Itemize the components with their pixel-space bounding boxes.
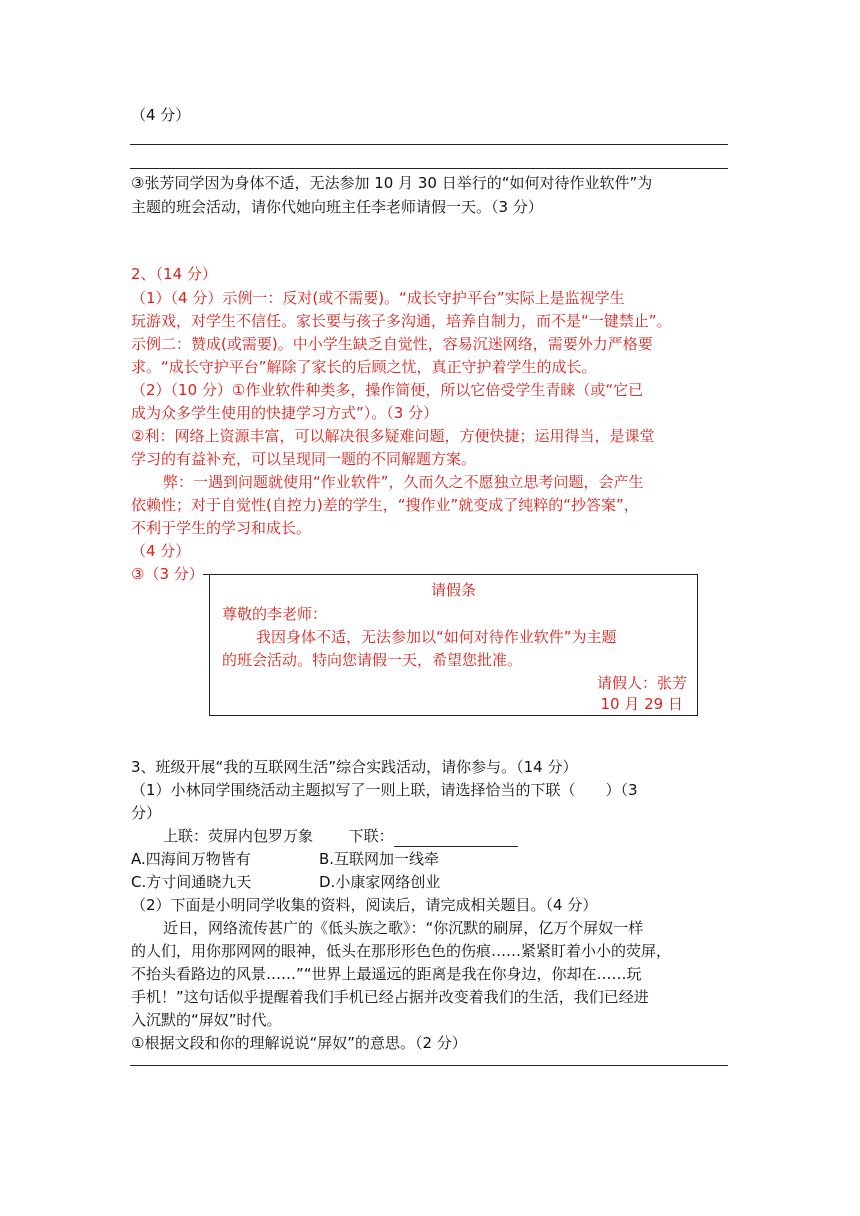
leave-note-body: 我因身体不适，无法参加以“如何对待作业软件”为主题 xyxy=(256,628,617,646)
answer-line xyxy=(130,144,728,145)
question-text: （2）下面是小明同学收集的资料，阅读后，请完成相关题目。（4 分） xyxy=(131,896,598,914)
answer-line xyxy=(130,168,728,169)
passage-text: 的人们，用你那网网的眼神，低头在那形形色色的伤痕……紧紧盯着小小的荧屏， xyxy=(131,942,672,960)
couplet-line xyxy=(163,825,518,847)
passage-text: 不抬头看路边的风景……”“世界上最遥远的距离是我在你身边，你却在……玩 xyxy=(131,965,642,983)
option-b: B.互联网加一线牵 xyxy=(319,850,440,868)
question-text: ①根据文段和你的理解说说“屏奴”的意思。（2 分） xyxy=(131,1034,467,1052)
answer-text: 求。“成长守护平台”解除了家长的后顾之忧，真正守护着学生的成长。 xyxy=(131,358,597,376)
passage-text: 入沉默的“屏奴”时代。 xyxy=(131,1011,282,1029)
option-d: D.小康家网络创业 xyxy=(319,873,441,891)
couplet-blank[interactable] xyxy=(394,830,518,847)
leave-note-date: 10 月 29 日 xyxy=(600,695,683,713)
answer-line xyxy=(130,1065,728,1066)
leave-note-salutation: 尊敬的李老师： xyxy=(222,605,328,623)
answer-text: 玩游戏，对学生不信任。家长要与孩子多沟通，培养自制力，而不是“一键禁止”。 xyxy=(131,312,672,330)
answer-text: 学习的有益补充，可以呈现同一题的不同解题方案。 xyxy=(131,450,477,468)
answer-text: 成为众多学生使用的快捷学习方式”）。（3 分） xyxy=(131,404,439,422)
answer-text: ③（3 分） xyxy=(131,565,204,583)
answer-text: （4 分） xyxy=(131,542,191,560)
question-header: 3、班级开展“我的互联网生活”综合实践活动，请你参与。（14 分） xyxy=(131,758,578,776)
leave-note-body: 的班会活动。特向您请假一天，希望您批准。 xyxy=(222,651,523,669)
option-c: C.方寸间通晓九天 xyxy=(131,873,252,891)
answer-text: 弊：一遇到问题就使用“作业软件”，久而久之不愿独立思考问题，会产生 xyxy=(163,473,644,491)
score-note: （4 分） xyxy=(131,106,191,124)
answer-header: 2、（14 分） xyxy=(131,265,217,283)
leave-note-box xyxy=(209,574,698,716)
question-text: ③张芳同学因为身体不适，无法参加 10 月 30 日举行的“如何对待作业软件”为 xyxy=(131,174,653,192)
couplet-lower-label: 下联： xyxy=(348,827,394,845)
answer-text: 依赖性；对于自觉性(自控力)差的学生，“搜作业”就变成了纯粹的“抄答案”， xyxy=(131,496,639,514)
answer-text: （1）（4 分）示例一：反对(或不需要)。“成长守护平台”实际上是监视学生 xyxy=(131,289,625,307)
answer-text: （2）（10 分）①作业软件种类多，操作简便，所以它倍受学生青睐（或“它已 xyxy=(131,381,644,399)
passage-text: 近日，网络流传甚广的《低头族之歌》：“你沉默的刷屏，亿万个屏奴一样 xyxy=(163,919,644,937)
leave-note-title: 请假条 xyxy=(430,581,476,599)
option-a: A.四海间万物皆有 xyxy=(131,850,251,868)
passage-text: 手机！”这句话似乎提醒着我们手机已经占据并改变着我们的生活，我们已经进 xyxy=(131,988,649,1006)
answer-text: 不利于学生的学习和成长。 xyxy=(131,519,312,537)
question-text: 分） xyxy=(131,804,162,822)
answer-text: ②利：网络上资源丰富，可以解决很多疑难问题，方便快捷；运用得当，是课堂 xyxy=(131,427,655,445)
answer-text: 示例二：赞成(或需要)。中小学生缺乏自觉性，容易沉迷网络，需要外力严格要 xyxy=(131,335,653,353)
question-text: 主题的班会活动，请你代她向班主任李老师请假一天。（3 分） xyxy=(131,198,543,216)
leave-note-signer: 请假人：张芳 xyxy=(596,674,687,692)
question-text: （1）小林同学围绕活动主题拟写了一则上联，请选择恰当的下联（ ）（3 xyxy=(131,781,638,799)
couplet-upper: 上联：荧屏内包罗万象 xyxy=(163,827,314,845)
